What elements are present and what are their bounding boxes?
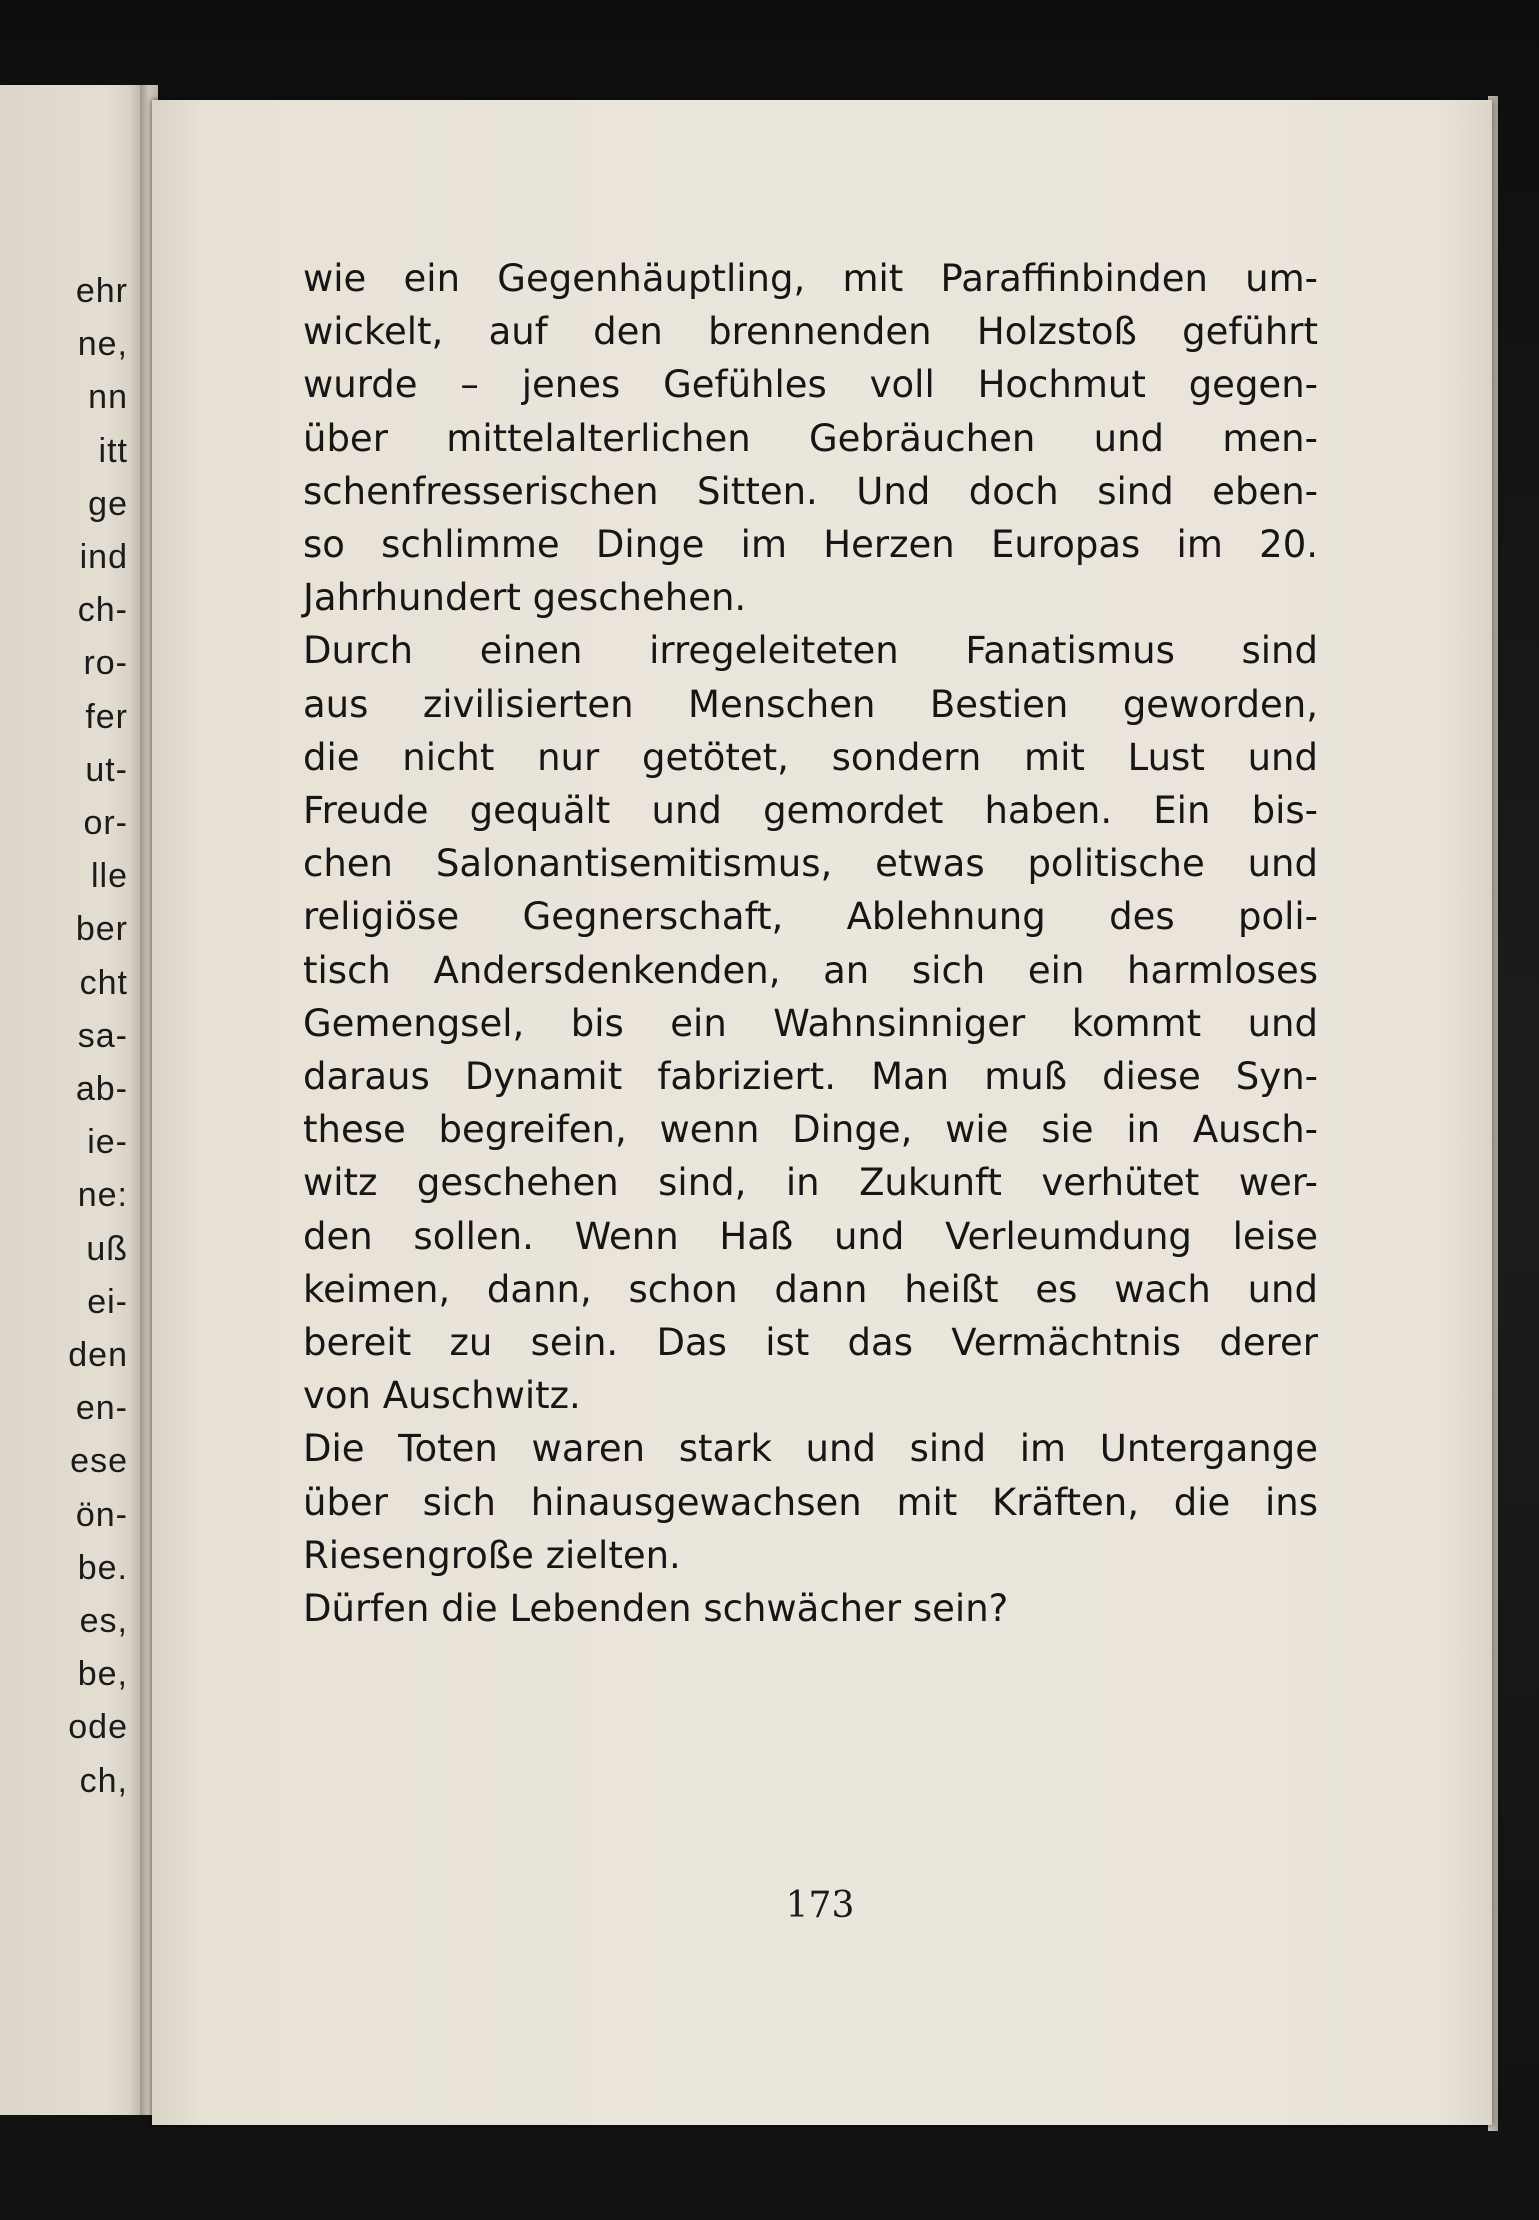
text-line: Jahrhundert geschehen. — [303, 576, 747, 620]
text-line: wurde – jenes Gefühles voll Hochmut gegen- — [303, 363, 1318, 407]
fragment-line: ode — [68, 1708, 128, 1747]
text-line: Die Toten waren stark und sind im Untergange — [303, 1427, 1318, 1471]
text-line: von Auschwitz. — [303, 1374, 581, 1418]
fragment-line: ind — [79, 538, 128, 577]
body-text — [303, 252, 1318, 1635]
fragment-line: den — [68, 1336, 128, 1375]
text-line: Durch einen irregeleiteten Fanatismus sind — [303, 629, 1318, 673]
text-line: witz geschehen sind, in Zukunft verhütet wer- — [303, 1161, 1318, 1205]
text-line: bereit zu sein. Das ist das Vermächtnis derer — [303, 1321, 1318, 1365]
fragment-line: ch, — [79, 1761, 128, 1800]
fragment-line: nn — [88, 378, 128, 417]
previous-page — [0, 85, 150, 2115]
fragment-line: itt — [98, 431, 128, 470]
fragment-line: ei- — [87, 1282, 128, 1321]
fragment-line: ese — [70, 1442, 128, 1481]
fragment-line: ge — [88, 484, 128, 523]
text-line: wickelt, auf den brennenden Holzstoß geführt — [303, 310, 1318, 354]
fragment-line: en- — [75, 1389, 128, 1428]
fragment-line: es, — [79, 1602, 128, 1641]
fragment-line: fer — [85, 697, 128, 736]
text-line: die nicht nur getötet, sondern mit Lust und — [303, 735, 1318, 779]
fragment-line: cht — [79, 963, 128, 1002]
fragment-line: lle — [90, 857, 128, 896]
previous-page-text — [68, 265, 128, 1808]
fragment-line: ut- — [85, 750, 128, 789]
text-line: daraus Dynamit fabriziert. Man muß diese Syn- — [303, 1055, 1318, 1099]
text-line: über mittelalterlichen Gebräuchen und men- — [303, 416, 1318, 460]
text-line: Freude gequält und gemordet haben. Ein bis- — [303, 789, 1318, 833]
fragment-line: be, — [77, 1655, 128, 1694]
fragment-line: or- — [83, 804, 128, 843]
text-line: Dürfen die Lebenden schwächer sein? — [303, 1587, 1009, 1631]
text-line: aus zivilisierten Menschen Bestien geworden, — [303, 682, 1318, 726]
text-line: schenfresserischen Sitten. Und doch sind eben- — [303, 469, 1318, 513]
fragment-line: ie- — [87, 1123, 128, 1162]
text-line: über sich hinausgewachsen mit Kräften, die ins — [303, 1480, 1318, 1524]
text-line: so schlimme Dinge im Herzen Europas im 20. — [303, 523, 1318, 567]
fragment-line: uß — [86, 1229, 128, 1268]
text-line: chen Salonantisemitismus, etwas politische und — [303, 842, 1318, 886]
text-line: wie ein Gegenhäuptling, mit Paraffinbinden um- — [303, 257, 1318, 300]
fragment-line: ne, — [77, 325, 128, 364]
fragment-line: ab- — [75, 1070, 128, 1109]
fragment-line: ber — [75, 910, 128, 949]
text-line: these begreifen, wenn Dinge, wie sie in Ausch- — [303, 1108, 1318, 1152]
text-line: keimen, dann, schon dann heißt es wach und — [303, 1267, 1318, 1311]
fragment-line: ne: — [77, 1176, 128, 1215]
fragment-line: ön- — [75, 1495, 128, 1534]
text-line: Gemengsel, bis ein Wahnsinniger kommt und — [303, 1001, 1318, 1045]
fragment-line: be. — [77, 1548, 128, 1587]
fragment-line: ehr — [75, 272, 128, 310]
fragment-line: ro- — [83, 644, 128, 683]
fragment-line: sa- — [77, 1016, 128, 1055]
text-line: Riesengroße zielten. — [303, 1533, 681, 1577]
fragment-line: ch- — [77, 591, 128, 630]
page-number: 173 — [785, 1885, 855, 1926]
text-line: religiöse Gegnerschaft, Ablehnung des poli- — [303, 895, 1318, 939]
text-line: tisch Andersdenkenden, an sich ein harmloses — [303, 948, 1318, 992]
text-line: den sollen. Wenn Haß und Verleumdung leise — [303, 1214, 1318, 1258]
